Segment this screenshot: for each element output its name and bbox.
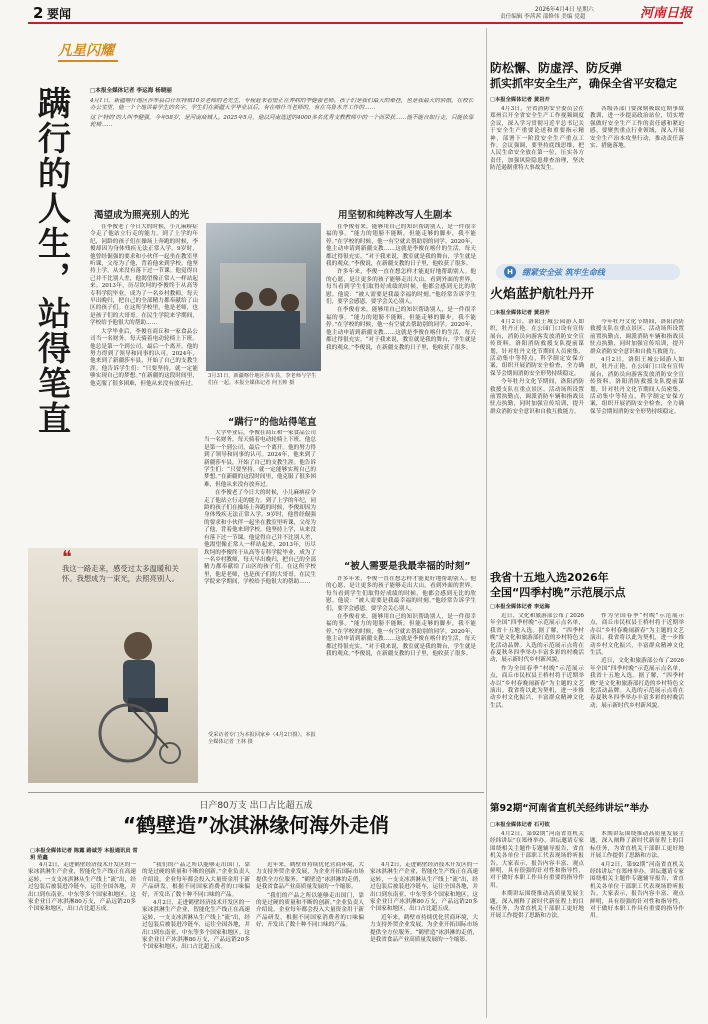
quote-text: 我这一路走来，感受过太多温暖和关怀。我想成为一束光，去照亮别人。 — [62, 564, 179, 583]
safety-article — [490, 60, 684, 260]
masthead-rule — [28, 22, 683, 24]
section-3-text: 大学毕业后，李俊在商丘和一家食品公司当一名财务，每天骑着电动轮椅上下班。他总是第一个到公司，最后一个离开。他的努力得到了领导和同事的认可。2024年，他来到了新疆莎车县，开始了自己的支教生涯。他告诉学生们：“只要坚持，就一定能够实现自己的梦想。”在新疆的这段时间里，他克服了很多困难，但他从来没有放弃过。 在李俊老了今日大的时候，小儿麻痹症令走了他站立行走的能力。到了上学的年纪，同龄的孩子们在操场上奔跑的时候，李俊却因为身体残疾无法正常入学。9岁时，他曾经倔强的要求和小伙伴一起坐在教室里听课，父母为了他，背着他来到学校。他坚持上学，从来没有落下过一节课。他觉得自己并不比别人差，他渴望像正常人一样站起来。2013年，历尽坎坷的李俊终于从高等专科学院毕业，成为了一名乡村教师，每天早出晚归，把自己的全部精力都奉献给了山区的孩子们。在这所学校里，他是老师，也是孩子们的大哥哥。在民生学院来学期间，学校给予他很大的帮助…… — [204, 430, 316, 586]
column-title: 凡星闪耀 — [58, 43, 114, 59]
feature-quote — [62, 547, 192, 584]
section-2-text: 在李俊看来，能够用自己的知识帮助别人，是一件很幸福的事。“能力的翅膀不能断，但能走够的脚步，我不能停。”在学校的时候，他一有空就去帮助别的同学。2020年，他主动申请到新疆支教……这就是李俊在喀什的生活，每天都过得很充实。“对于我来说，教室就是我的舞台，学生就是我的观众。”李俊说，在新疆支教的日子里，他收获了很多。 许多年来，李俊一直在想怎样才能更好地帮助别人。他的心愿，是让更多的孩子能够走出大山，看到外面的世界。每当看到学生们取得好成绩的时候，他都会感到无比的欣慰。他说：“被人需要是我最幸福的时刻。”他经常告诉学生们，要学会感恩，要学会关心别人。 在李俊看来，能够用自己的知识帮助别人，是一件很幸福的事。“能力的翅膀不能断，但能走够的脚步，我不能停。”在学校的时候，他一有空就去帮助别的同学。2020年，他主动申请到新疆支教……这就是李俊在喀什的生活，每天都过得很充实。“对于我来说，教室就是我的舞台，学生就是我的观众。”李俊说，在新疆支教的日子里，他收获了很多。 — [326, 224, 476, 351]
icecream-title: “鹤壁造”冰淇淋缘何海外走俏 — [122, 813, 390, 837]
section-name: 要闻 — [47, 7, 72, 21]
feature-photo — [206, 223, 321, 371]
masthead — [0, 0, 708, 24]
forum-title: 第92期“河南省直机关经纬讲坛”举办 — [490, 803, 649, 814]
safety-text: 4月3日，全省消防安全委员会在郑州召开全省安全生产工作视频调度会议，深入学习贯彻习近平总书记关于安全生产重要论述和重要指示精神，部署下一阶段安全生产重点工作。会议强调，要坚持底线思维，把人民生命安全放在第一位，压实各方责任，加强风险隐患排查治理，坚决防范遏制重特大事故发生。 各级各部门要深刻吸取近期事故教训，进一步提高政治站位，切实增强做好安全生产工作的责任感和紧迫感。要聚焦重点行业领域，深入开展安全生产治本攻坚行动，推动责任落实、措施落地。 — [490, 106, 684, 172]
safety-title-1: 防松懈、防虚浮、防反弹 — [490, 61, 623, 75]
fire-article — [490, 284, 684, 564]
section-title-3: “蹒行”的他站得笔直 — [228, 417, 317, 428]
right-column-divider — [486, 28, 487, 1018]
bottom-divider — [28, 792, 484, 793]
date-line: 2026年4月4日 星期六 — [535, 7, 594, 13]
photo-caption-1: 3月31日，新疆喀什地区莎车县，李老师与学生们在一起。本报全媒体记者 何玉帅 摄 — [208, 373, 317, 386]
safety-byline: □本报全媒体记者 黄岩开 — [490, 97, 550, 103]
icecream-text: 4月2日，走进鹤壁经济技术开发区的一家冰淇淋生产企业，智能化生产线正在高速运转，一支支冰淇淋从生产线上“流”出，经过包装后被装进冷链车，运往全国各地，并出口到东南亚、中东等多个国家和地区。这家企业日产冰淇淋80万支，产品远销20多个国家和地区，出口占比超五成。 “我们的产品之所以能够走出国门，靠的是过硬的质量和不断的创新。”企业负责人介绍说，企业每年都会投入大量资金用于新产品研发，根据不同国家消费者的口味偏好，开发出了数十种不同口味的产品。 4月2日，走进鹤壁经济技术开发区的一家冰淇淋生产企业，智能化生产线正在高速运转，一支支冰淇淋从生产线上“流”出，经过包装后被装进冷链车，运往全国各地，并出口到东南亚、中东等多个国家和地区。这家企业日产冰淇淋80万支，产品远销20多个国家和地区，出口占比超五成。 近年来，鹤壁市持续优化营商环境，大力支持外贸企业发展，为企业开拓国际市场提供全方位服务。“鹤壁造”冰淇淋的走俏，是我省食品产业高质量发展的一个缩影。 “我们的产品之所以能够走出国门，靠的是过硬的质量和不断的创新。”企业负责人介绍说，企业每年都会投入大量资金用于新产品研发，根据不同国家消费者的口味偏好，开发出了数十种不同口味的产品。 4月2日，走进鹤壁经济技术开发区的一家冰淇淋生产企业，智能化生产线正在高速运转，一支支冰淇淋从生产线上“流”出，经过包装后被装进冷链车，运往全国各地，并出口到东南亚、中东等多个国家和地区。这家企业日产冰淇淋80万支，产品远销20多个国家和地区，出口占比超五成。 近年来，鹤壁市持续优化营商环境，大力支持外贸企业发展，为企业开拓国际市场提供全方位服务。“鹤壁造”冰淇淋的走俏，是我省食品产业高质量发展的一个缩影。 — [28, 862, 478, 951]
village-title-1: 我省十五地入选2026年 — [490, 571, 609, 584]
section-bar-text: 绷紧安全弦 筑牢生命线 — [522, 268, 605, 277]
safety-title-2: 抓实抓牢安全生产，确保全省平安稳定 — [490, 77, 677, 90]
forum-text: 4月2日，第92期“河南省直机关经纬讲坛”在郑州举办。讲坛邀请专家围绕相关主题作专题辅导报告，省直机关各单位干部职工代表现场聆听报告。大家表示，报告内容丰富、观点鲜明，具有很强的针对性和指导性，对于做好本职工作具有重要的指导作用。 本期讲坛围绕推动高质量发展主题，深入阐释了新时代新征程上的目标任务，为省直机关干部职工更好地开展工作提供了思路和方法。 本期讲坛围绕推动高质量发展主题，深入阐释了新时代新征程上的目标任务，为省直机关干部职工更好地开展工作提供了思路和方法。 4月2日，第92期“河南省直机关经纬讲坛”在郑州举办。讲坛邀请专家围绕相关主题作专题辅导报告，省直机关各单位干部职工代表现场聆听报告。大家表示，报告内容丰富、观点鲜明，具有很强的针对性和指导性，对于做好本职工作具有重要的指导作用。 — [490, 831, 684, 920]
fire-title: 火焰蓝护航牡丹开 — [490, 287, 595, 302]
forum-byline: □本报全媒体记者 石可钦 — [490, 822, 550, 828]
section-title-4: “被人需要是我最幸福的时刻” — [344, 561, 471, 572]
forum-article — [490, 796, 684, 1021]
icecream-kicker: 日产80万支 出口占比超五成 — [199, 801, 313, 811]
fire-byline: □本报全媒体记者 黄岩开 — [490, 310, 550, 316]
feature-article — [28, 28, 484, 788]
section-title-1: 渴望成为照亮别人的光 — [94, 210, 190, 221]
column-underline — [58, 60, 118, 62]
section-4-text: 许多年来，李俊一直在想怎样才能更好地帮助别人。他的心愿，是让更多的孩子能够走出大山，看到外面的世界。每当看到学生们取得好成绩的时候，他都会感到无比的欣慰。他说：“被人需要是我最幸福的时刻。”他经常告诉学生们，要学会感恩，要学会关心别人。 在李俊看来，能够用自己的知识帮助别人，是一件很幸福的事。“能力的翅膀不能断，但能走够的脚步，我不能停。”在学校的时候，他一有空就去帮助别的同学。2020年，他主动申请到新疆支教……这就是李俊在喀什的生活，每天都过得很充实。“对于我来说，教室就是我的舞台，学生就是我的观众。”李俊说，在新疆支教的日子里，他收获了很多。 — [326, 576, 476, 658]
fire-text: 4月2日，洛阳王城公园游人如织，牡丹正艳。在公园门口设有宣传展台，消防员向游客发放消防安全宣传资料。洛阳消防救援支队提前谋划，针对牡丹文化节期间人员密集、活动集中等特点，科学制定安保方案，组织开展消防安全检查，全力确保节会期间消防安全形势持续稳定。 今年牡丹文化节期间，洛阳消防救援支队在重点景区、活动场所设置前置执勤点，调派消防车辆和指战员驻点执勤，同时加强宣传培训，提升群众消防安全意识和自救互救能力。 今年牡丹文化节期间，洛阳消防救援支队在重点景区、活动场所设置前置执勤点，调派消防车辆和指战员驻点执勤，同时加强宣传培训，提升群众消防安全意识和自救互救能力。 4月2日，洛阳王城公园游人如织，牡丹正艳。在公园门口设有宣传展台，消防员向游客发放消防安全宣传资料。洛阳消防救援支队提前谋划，针对牡丹文化节期间人员密集、活动集中等特点，科学制定安保方案，组织开展消防安全检查，全力确保节会期间消防安全形势持续稳定。 — [490, 319, 684, 415]
photo-caption-2: 受采访者专门为本报回家乡（4月2日摄）。本报全媒体记者 王林 摄 — [208, 732, 316, 745]
newspaper-logo: 河南日报 — [640, 6, 693, 21]
section-1-text: 在李俊老了今日大的时候，小儿麻痹症令走了他站立行走的能力。到了上学的年纪，同龄的孩子们在操场上奔跑的时候，李俊却因为身体残疾无法正常入学。9岁时，他曾经倔强的要求和小伙伴一起坐在教室里听课，父母为了他，背着他来到学校。他坚持上学，从来没有落下过一节课。他觉得自己并不比别人差，他渴望像正常人一样站起来。2013年，历尽坎坷的李俊终于从高等专科学院毕业，成为了一名乡村教师，每天早出晚归，把自己的全部精力都奉献给了山区的孩子们。在这所学校里，他是老师，也是孩子们的大哥哥。在民生学院来学期间，学校给予他很大的帮助…… 大学毕业后，李俊在商丘和一家食品公司当一名财务，每天骑着电动轮椅上下班。他总是第一个到公司，最后一个离开。他的努力得到了领导和同事的认可。2024年，他来到了新疆莎车县，开始了自己的支教生涯。他告诉学生们：“只要坚持，就一定能够实现自己的梦想。”在新疆的这段时间里，他克服了很多困难，但他从来没有放弃过。 — [90, 224, 198, 387]
village-title-2: 全国“四季村晚”示范展示点 — [490, 586, 626, 599]
page-number: 2 — [33, 4, 44, 22]
icecream-byline: □本报全媒体记者 陈露 路诚芳 本报通讯员 常玥 范鑫 — [30, 848, 138, 861]
editors-line: 责任编辑 李茜茜 邵修伟 美编 党超 — [500, 14, 586, 20]
village-byline: □本报全媒体记者 李运海 — [490, 604, 550, 610]
section-title-2: 用坚韧和纯粹改写人生剧本 — [338, 210, 453, 221]
village-article — [490, 570, 684, 780]
section-bar-badge: H — [504, 266, 516, 278]
safety-section-bar — [496, 264, 680, 280]
vertical-banner: 蹒行的人生，站得笔直 — [33, 86, 72, 436]
feature-byline: □本报全媒体记者 李运海 杨晓丽 — [90, 88, 172, 94]
feature-lead: 4月1日，新疆喀什地区莎车县白什坎特镇10岁老师的老先生，专程赶来看望正在养病的李健强老师。孩子们是我们最大的牵挂，也是我最大的骄傲。在校长办公室里，他一个个地讲着学生的名字，学生们在新疆大学毕业以后，有在喀什当老师的，有在乌鲁木齐工作的…… 这个'特的'的人叫李健强，今年58岁，是河南商城人。2025年5月，他以河南选送的4000多名优秀支教教师中的一个而荣获……他不能自如行走，只能依靠轮椅…… — [90, 98, 474, 128]
village-text: 近日，文化和旅游部公布了2026年全国“四季村晚”示范展示点名单，我省十五地入选。据了解，“四季村晚”是文化和旅游部打造的乡村特色文化活动品牌。入选的示范展示点将在春夏秋冬四季举办丰富多彩的村晚活动，展示新时代乡村新风貌。 作为全国春季“村晚”示范展示点，商丘市民权县王桥村将于近期举办以“乡村春晚闹新春”为主题的文艺演出。我省将以此为契机，进一步推动乡村文化振兴，丰富群众精神文化生活。 作为全国春季“村晚”示范展示点，商丘市民权县王桥村将于近期举办以“乡村春晚闹新春”为主题的文艺演出。我省将以此为契机，进一步推动乡村文化振兴，丰富群众精神文化生活。 近日，文化和旅游部公布了2026年全国“四季村晚”示范展示点名单，我省十五地入选。据了解，“四季村晚”是文化和旅游部打造的乡村特色文化活动品牌。入选的示范展示点将在春夏秋冬四季举办丰富多彩的村晚活动，展示新时代乡村新风貌。 — [490, 613, 684, 709]
icecream-article — [28, 796, 484, 1021]
quote-mark-icon: ❝ — [62, 547, 72, 568]
